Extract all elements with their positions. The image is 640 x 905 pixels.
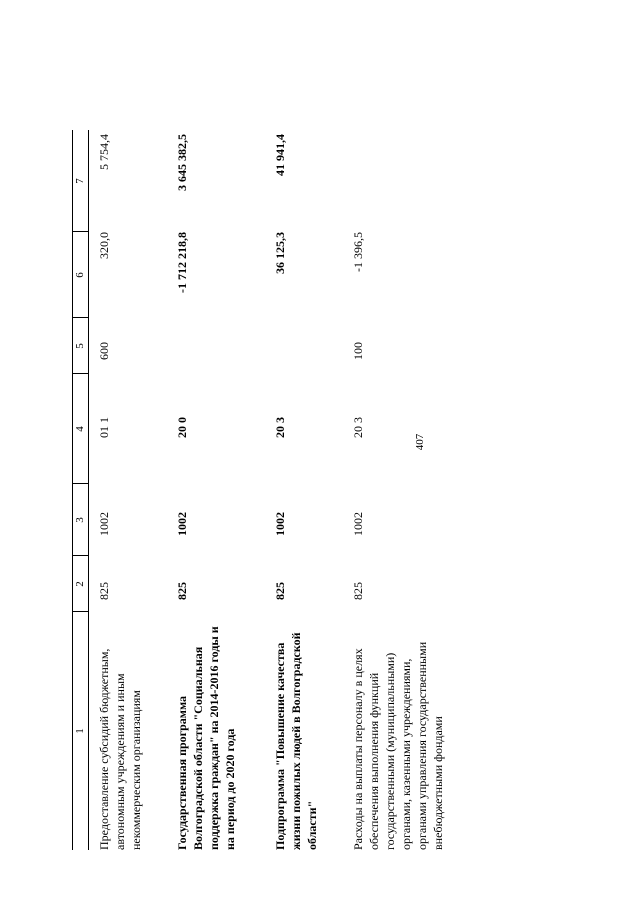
table-cell-change: -1 712 218,8 bbox=[175, 232, 189, 293]
table-cell-section: 1002 bbox=[97, 512, 111, 536]
header-col-2: 2 bbox=[74, 581, 86, 587]
table-cell-change: 36 125,3 bbox=[273, 232, 287, 274]
table-cell-total: 41 941,4 bbox=[273, 134, 287, 176]
table-row-name: Расходы на выплаты персоналу в целях обеспечения выполнения функций государственными (муниципальными) органами, казенными учреждениями, органами управления государственными внебюджетными фондами bbox=[351, 641, 445, 850]
table-cell-program: 20 3 bbox=[351, 417, 365, 438]
table-row-name: Предоставление субсидий бюджетным, автономным учреждениям и иным некоммерческим организациям bbox=[97, 648, 143, 850]
table-cell-change: -1 396,5 bbox=[351, 232, 365, 272]
header-col-3: 3 bbox=[74, 517, 86, 523]
table-cell-code: 825 bbox=[175, 582, 189, 600]
header-col-6: 6 bbox=[74, 272, 86, 278]
table-header-rule bbox=[88, 130, 89, 850]
header-col-7: 7 bbox=[74, 178, 86, 184]
header-col-1: 1 bbox=[74, 728, 86, 734]
header-col-5: 5 bbox=[74, 343, 86, 349]
table-cell-change: 320,0 bbox=[97, 232, 111, 259]
table-cell-total: 5 754,4 bbox=[97, 134, 111, 170]
table-cell-code: 825 bbox=[97, 582, 111, 600]
table-cell-code: 825 bbox=[351, 582, 365, 600]
table-cell-section: 1002 bbox=[351, 512, 365, 536]
table-row-name: Государственная программа Волгоградской области "Социальная поддержка граждан" на 2014-2016 годы и на период до 2020 года bbox=[175, 626, 237, 850]
table-cell-section: 1002 bbox=[175, 512, 189, 536]
table-cell-section: 1002 bbox=[273, 512, 287, 536]
page-number: 407 bbox=[414, 433, 426, 451]
table-cell-expense-type: 100 bbox=[351, 342, 365, 360]
table-cell-total: 3 645 382,5 bbox=[175, 134, 189, 191]
table-cell-expense-type: 600 bbox=[97, 342, 111, 360]
table-cell-program: 20 3 bbox=[273, 417, 287, 438]
table-row-name: Подпрограмма "Повышение качества жизни пожилых людей в Волгоградской области" bbox=[273, 632, 319, 850]
budget-table bbox=[72, 130, 502, 850]
header-col-4: 4 bbox=[74, 426, 86, 432]
table-cell-code: 825 bbox=[273, 582, 287, 600]
table-cell-program: 20 0 bbox=[175, 417, 189, 438]
table-cell-program: 01 1 bbox=[97, 417, 111, 438]
